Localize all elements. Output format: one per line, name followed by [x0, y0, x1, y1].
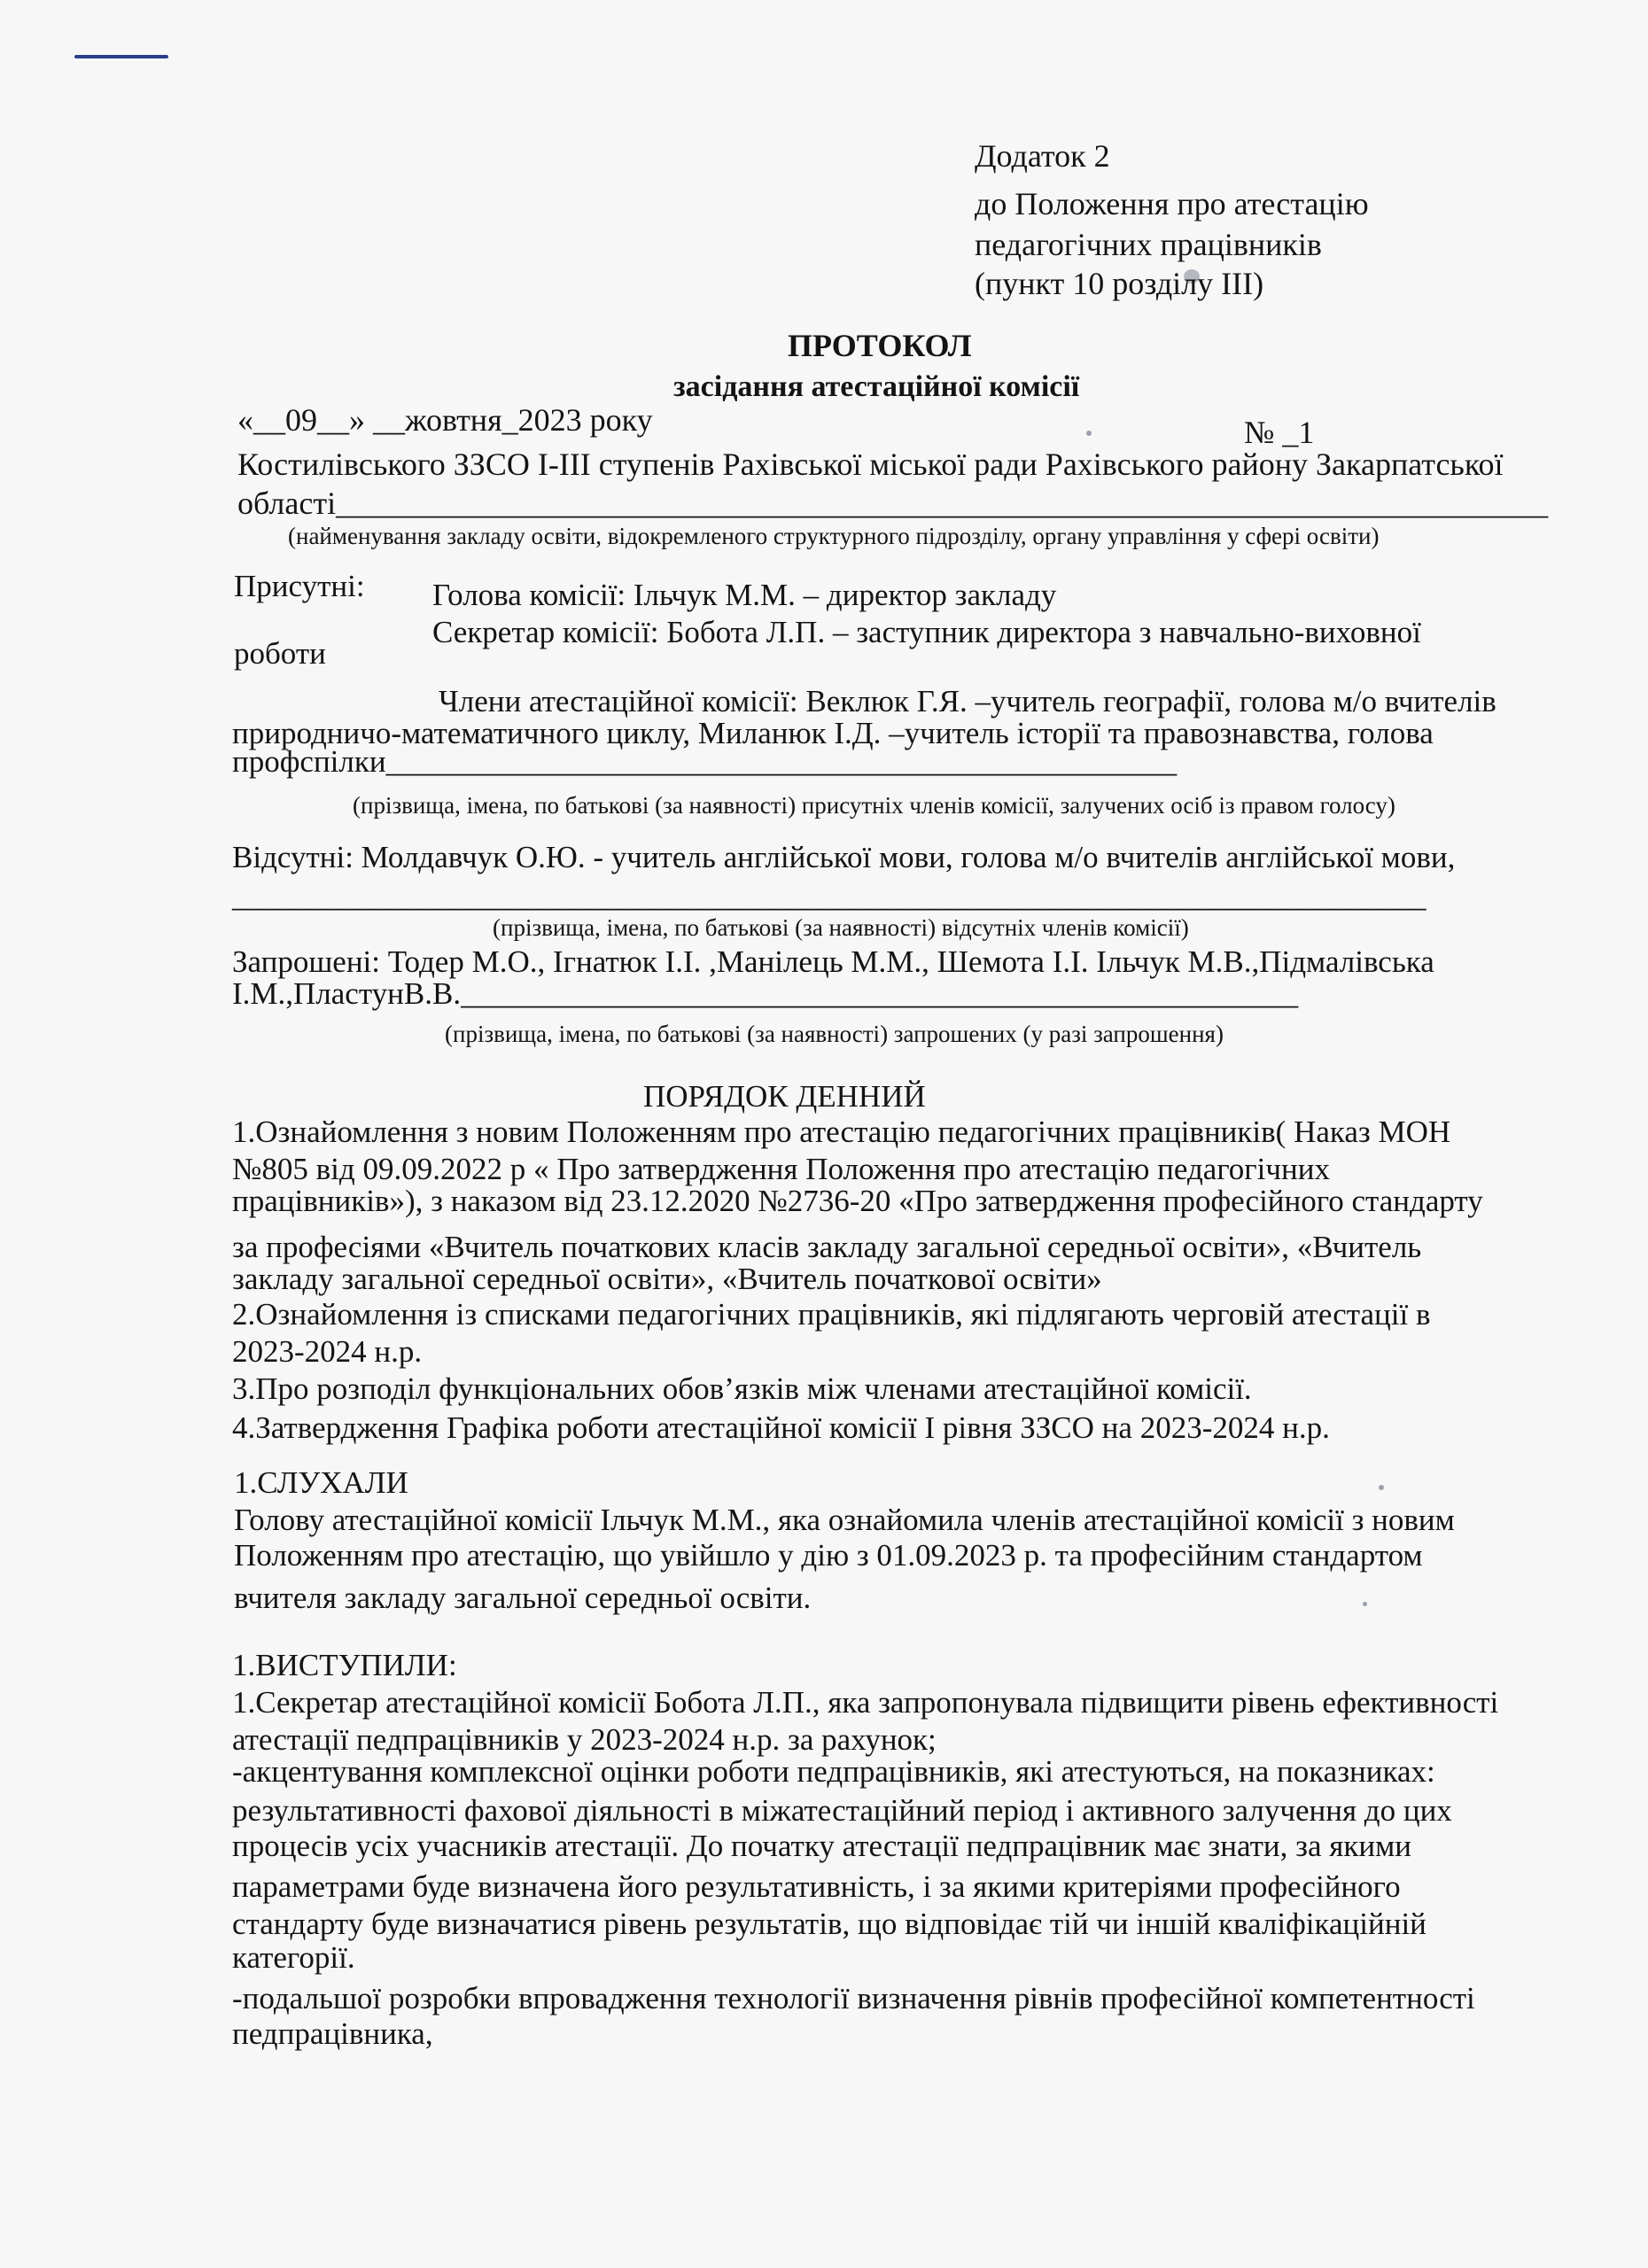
heard-line: Положенням про атестацію, що увійшло у дію з 01.09.2023 р. та професійним стандартом	[234, 1538, 1423, 1573]
scan-speck	[1379, 1485, 1384, 1490]
spoke-line: результативності фахової діяльності в міжатестаційний період і активного залучення до цих	[232, 1793, 1452, 1828]
scan-speck	[1086, 431, 1092, 436]
annex-line: педагогічних працівників	[975, 227, 1322, 262]
heard-line: Голову атестаційної комісії Ільчук М.М., яка ознайомила членів атестаційної комісії з новим	[234, 1503, 1455, 1537]
agenda-line: 2.Ознайомлення із списками педагогічних працівників, які підлягають черговій атестації в	[232, 1297, 1431, 1332]
document-subtitle: засідання атестаційної комісії	[673, 370, 1080, 403]
heard-heading: 1.СЛУХАЛИ	[234, 1465, 408, 1500]
absent-line: Відсутні: Молдавчук О.Ю. - учитель англійської мови, голова м/о вчителів англійської мови,	[232, 840, 1456, 874]
spoke-line: параметрами буде визначена його результативність, і за якими критеріями професійного	[232, 1869, 1401, 1904]
present-line: профспілки___________________________________________________	[232, 744, 1178, 779]
spoke-line: стандарту буде визначатися рівень результатів, що відповідає тій чи іншій кваліфікаційній	[232, 1907, 1426, 1941]
present-line: Голова комісії: Ільчук М.М. – директор закладу	[432, 578, 1057, 612]
spoke-line: категорії.	[232, 1940, 355, 1975]
agenda-line: за професіями «Вчитель початкових класів закладу загальної середньої освіти», «Вчитель	[232, 1230, 1422, 1264]
spoke-line: 1.Секретар атестаційної комісії Бобота Л.П., яка запропонувала підвищити рівень ефективності	[232, 1685, 1499, 1720]
institution-caption: (найменування закладу освіти, відокремленого структурного підрозділу, органу управління у сфері освіти)	[288, 523, 1380, 549]
present-line: Секретар комісії: Бобота Л.П. – заступник директора з навчально-виховної	[432, 615, 1421, 649]
meeting-date: «__09__» __жовтня_2023 року	[237, 402, 653, 438]
present-line: Члени атестаційної комісії: Веклюк Г.Я. –учитель географії, голова м/о вчителів	[439, 684, 1496, 718]
protocol-number: № _1	[1244, 415, 1315, 450]
spoke-line: педпрацівника,	[232, 2016, 433, 2051]
invited-line: Запрошені: Тодер М.О., Ігнатюк І.І. ,Манілець М.М., Шемота І.І. Ільчук М.В.,Підмалівська	[232, 944, 1434, 979]
heard-line: вчителя закладу загальної середньої освіти.	[234, 1581, 812, 1615]
agenda-line: 2023-2024 н.р.	[232, 1334, 423, 1369]
invited-caption: (прізвища, імена, по батькові (за наявності) запрошених (у разі запрошення)	[445, 1021, 1224, 1047]
agenda-heading: ПОРЯДОК ДЕННИЙ	[643, 1079, 926, 1114]
scan-speck	[1363, 1602, 1367, 1606]
agenda-line: №805 від 09.09.2022 р « Про затвердження Положення про атестацію педагогічних	[232, 1152, 1330, 1186]
spoke-line: атестації педпрацівників у 2023-2024 н.р. за рахунок;	[232, 1722, 937, 1757]
institution-name: Костилівського ЗЗСО І-ІІІ ступенів Рахівської міської ради Рахівського району Закарпатської	[237, 447, 1504, 482]
scan-mark	[74, 55, 168, 58]
annex-line: Додаток 2	[975, 138, 1110, 174]
present-line: природничо-математичного циклу, Миланюк І.Д. –учитель історії та правознавства, голова	[232, 716, 1434, 750]
agenda-line: закладу загальної середньої освіти», «Вчитель початкової освіти»	[232, 1262, 1102, 1296]
spoke-line: -акцентування комплексної оцінки роботи педпрацівників, які атестуються, на показниках:	[232, 1754, 1435, 1789]
absent-line: _____________________________________________________________________________	[232, 879, 1426, 913]
spoke-line: процесів усіх учасників атестації. До початку атестації педпрацівник має знати, за якими	[232, 1829, 1411, 1863]
annex-line: до Положення про атестацію	[975, 186, 1369, 221]
invited-line: І.М.,ПластунВ.В.______________________________________________________	[232, 976, 1299, 1011]
spoke-line: -подальшої розробки впровадження технології визначення рівнів професійної компетентності	[232, 1981, 1475, 2016]
agenda-line: 1.Ознайомлення з новим Положенням про атестацію педагогічних працівників( Наказ МОН	[232, 1115, 1451, 1149]
agenda-line: 3.Про розподіл функціональних обов’язків між членами атестаційної комісії.	[232, 1371, 1252, 1406]
document-title: ПРОТОКОЛ	[788, 328, 972, 363]
present-label: Присутні:	[234, 569, 365, 603]
absent-caption: (прізвища, імена, по батькові (за наявності) відсутніх членів комісії)	[493, 914, 1189, 941]
institution-name: області____________________________________________________________________________	[237, 485, 1549, 521]
present-caption: (прізвища, імена, по батькові (за наявності) присутніх членів комісії, залучених осіб із правом голосу)	[353, 792, 1395, 819]
agenda-line: 4.Затвердження Графіка роботи атестаційної комісії І рівня ЗЗСО на 2023-2024 н.р.	[232, 1410, 1330, 1445]
annex-line: (пункт 10 розділу III)	[975, 266, 1264, 301]
present-line: роботи	[234, 636, 326, 671]
spoke-heading: 1.ВИСТУПИЛИ:	[232, 1648, 457, 1682]
agenda-line: працівників»), з наказом від 23.12.2020 №2736-20 «Про затвердження професійного стандарту	[232, 1184, 1483, 1218]
